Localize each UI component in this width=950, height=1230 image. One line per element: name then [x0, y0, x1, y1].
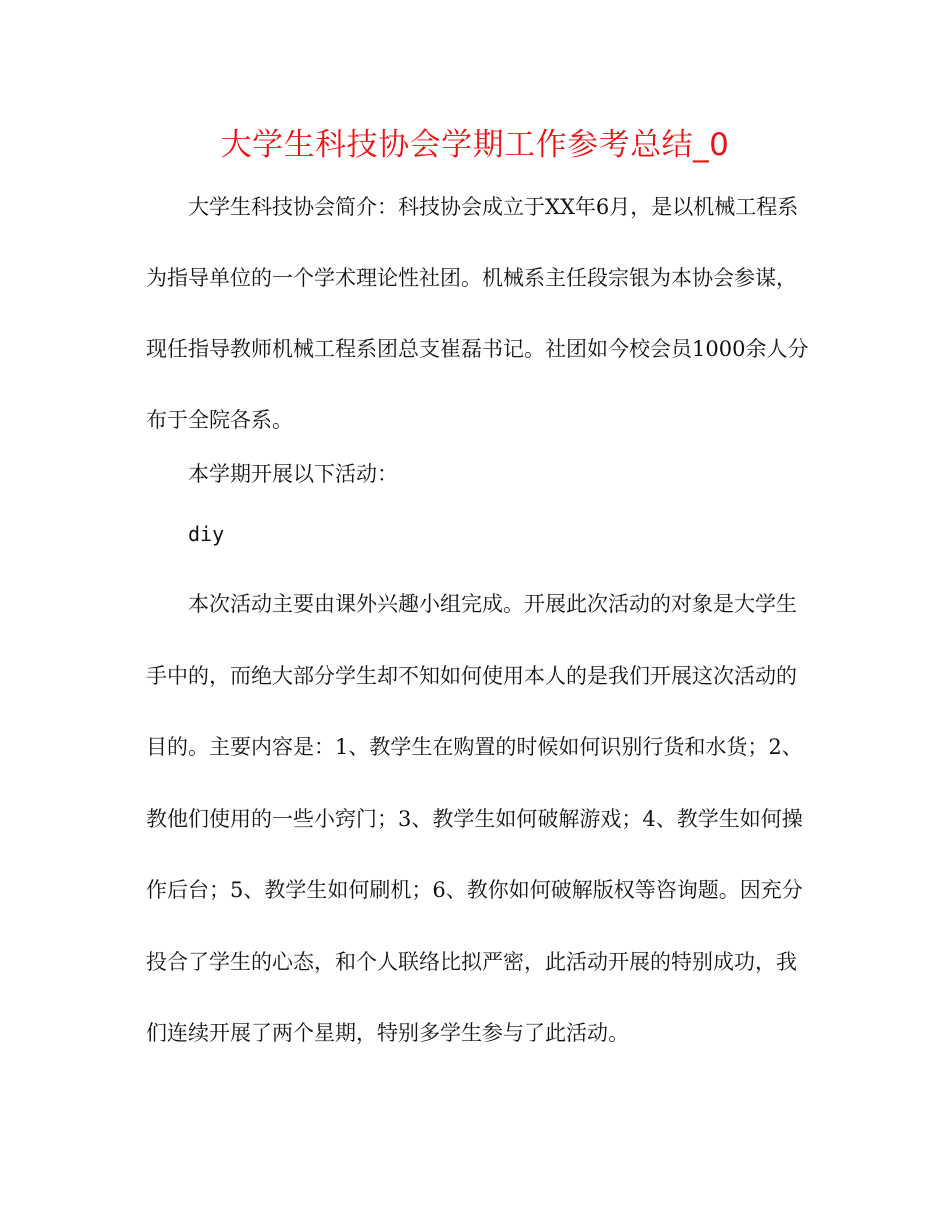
paragraph-activity-detail: 本次活动主要由课外兴趣小组完成。开展此次活动的对象是大学生手中的，而绝大部分学生却不知如何使用本人的是我们开展这次活动的目的。主要内容是：1、教学生在购置的时候如何识别行货和水货；2、教他们使用的一些小窍门；3、教学生如何破解游戏；4、教学生如何操作后台；5、教学生如何刷机；6、教你如何破解版权等咨询题。因充分投合了学生的心态，和个人联络比拟严密，此活动开展的特别成功，我们连续开展了两个星期，特别多学生参与了此活动。 [146, 592, 803, 1045]
paragraph-diy: diy [188, 522, 225, 546]
paragraph-intro: 大学生科技协会简介：科技协会成立于XX年6月，是以机械工程系为指导单位的一个学术理论性社团。机械系主任段宗银为本协会参谋，现任指导教师机械工程系团总支崔磊书记。社团如今校会员1000余人分布于全院各系。 [146, 195, 809, 432]
document-title: 大学生科技协会学期工作参考总结_0 [220, 127, 730, 163]
paragraph-activities-heading: 本学期开展以下活动： [188, 462, 398, 486]
